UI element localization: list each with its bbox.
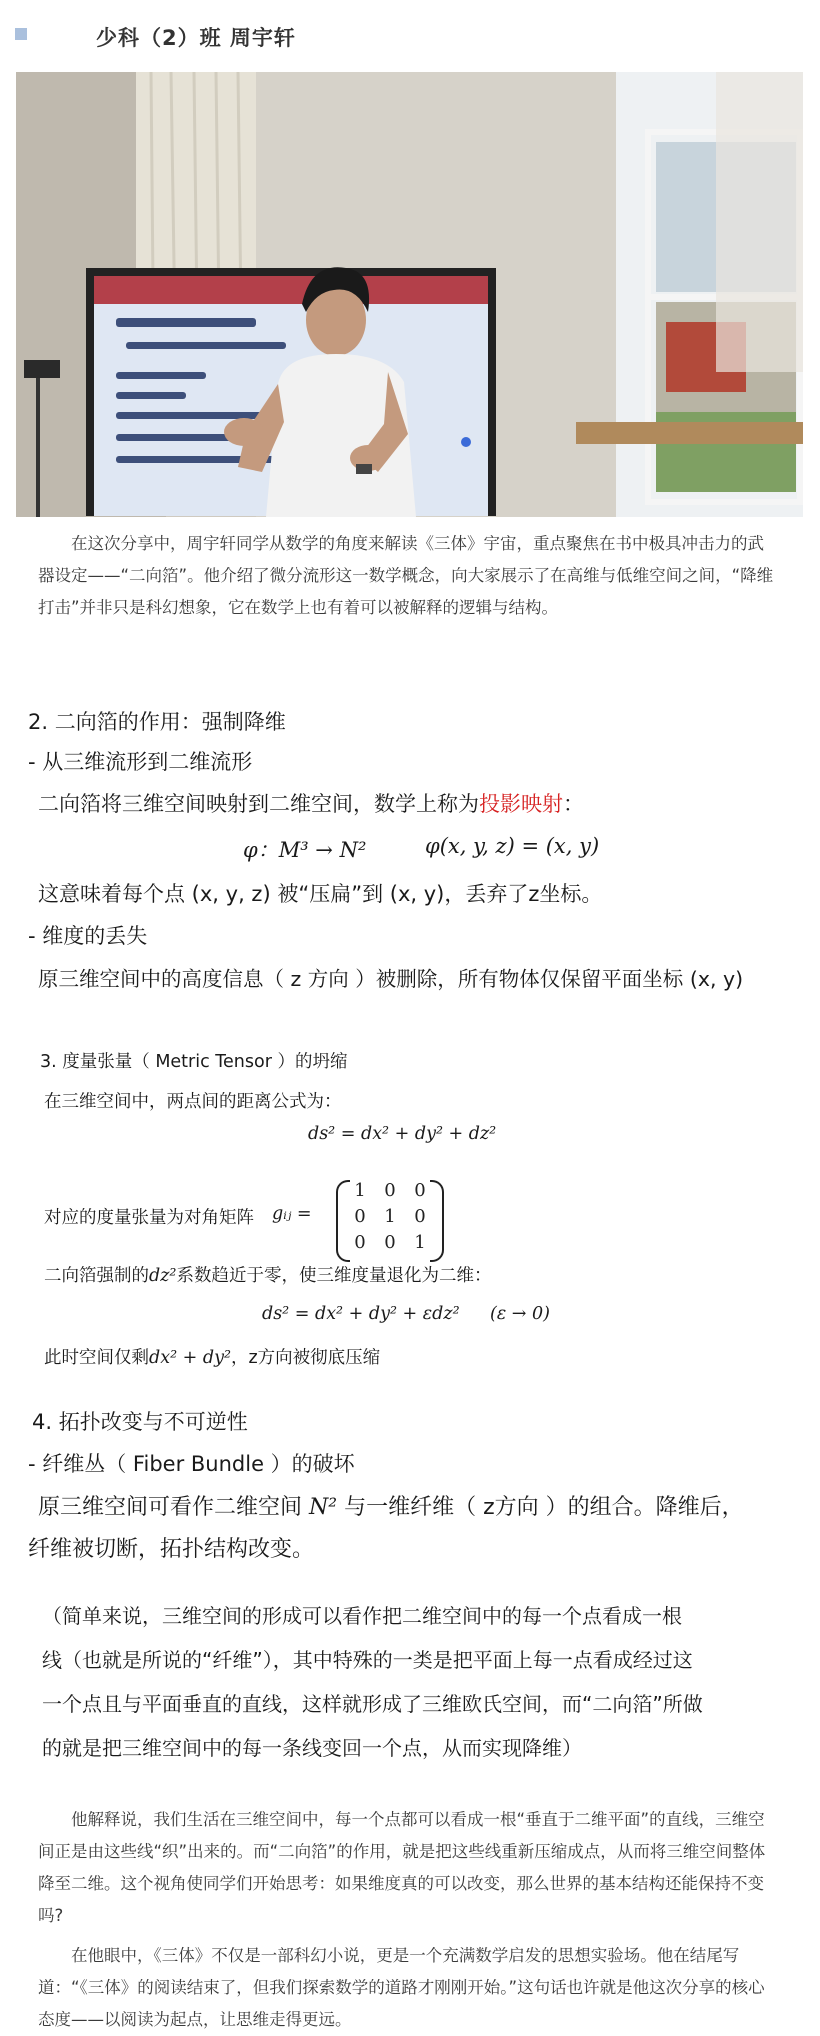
distance-formula: ds² = dx² + dy² + dz²	[308, 1124, 497, 1144]
section3-line4-pre: 此时空间仅剩	[44, 1348, 149, 1368]
matrix-right-bracket	[430, 1180, 444, 1262]
classroom-photo	[16, 72, 803, 517]
projection-term: 投影映射	[479, 792, 563, 816]
dz2-term: dz²	[149, 1266, 177, 1286]
section4-line1	[38, 1490, 744, 1521]
section2-line3: 原三维空间中的高度信息（ z 方向 ）被删除，所有物体仅保留平面坐标 (x, y)	[38, 967, 744, 991]
projection-formula-a: φ：M³ → N²	[243, 838, 367, 862]
n2-term: N²	[309, 1495, 338, 1520]
matrix-cell: 0	[354, 1206, 366, 1227]
page-title: 少科（2）班 周宇轩	[96, 26, 296, 50]
section4-heading: 4. 拓扑改变与不可逆性	[32, 1410, 248, 1434]
section3-heading: 3. 度量张量（ Metric Tensor ）的坍缩	[40, 1052, 348, 1072]
header	[0, 0, 820, 72]
section3-line3-pre: 二向箔强制的	[44, 1266, 149, 1286]
section3-line1: 在三维空间中，两点间的距离公式为：	[44, 1092, 342, 1112]
outro-paragraph-2: 在他眼中，《三体》不仅是一部科幻小说，更是一个充满数学启发的思想实验场。他在结尾写道：“《三体》的阅读结束了，但我们探索数学的道路才刚刚开始。”这句话也许就是他这次分享的核心态度——以阅读为起点，让思维走得更远。	[38, 1946, 765, 2029]
epsilon-limit: (ε → 0)	[490, 1304, 550, 1324]
outro-paragraph-1: 他解释说，我们生活在三维空间中，每一个点都可以看成一根“垂直于二维平面”的直线，三维空间正是由这些线“织”出来的。而“二向箔”的作用，就是把这些线重新压缩成点，从而将三维空间整体降至二维。这个视角使同学们开始思考：如果维度真的可以改变，那么世界的基本结构还能保持不变吗?	[38, 1810, 766, 1925]
matrix-cell: 0	[414, 1206, 426, 1227]
projection-formula-b: φ(x, y, z) = (x, y)	[425, 834, 600, 858]
remaining-metric: dx² + dy²	[149, 1348, 231, 1368]
section2-sub2: - 维度的丢失	[28, 924, 148, 948]
section4-sub1: - 纤维丛（ Fiber Bundle ）的破坏	[28, 1452, 355, 1476]
section2-line1	[38, 788, 584, 818]
note-line-4: 的就是把三维空间中的每一条线变回一个点，从而实现降维）	[42, 1736, 582, 1760]
section2-heading: 2. 二向箔的作用：强制降维	[28, 710, 286, 734]
note-line-2: 线（也就是所说的“纤维”），其中特殊的一类是把平面上每一点看成经过这	[42, 1648, 693, 1672]
section3-line4	[44, 1344, 380, 1369]
matrix-cell: 1	[414, 1232, 426, 1253]
identity-matrix	[336, 1180, 444, 1258]
section4-line1-post: 与一维纤维（ z方向 ）的组合。降维后，	[344, 1495, 744, 1520]
matrix-cell: 0	[384, 1232, 396, 1253]
matrix-cell: 0	[414, 1180, 426, 1201]
section3-line4-post: ，z方向被彻底压缩	[230, 1348, 381, 1368]
section3-line2: 对应的度量张量为对角矩阵	[44, 1208, 254, 1228]
matrix-cell: 1	[354, 1180, 366, 1201]
matrix-left-bracket	[336, 1180, 350, 1262]
section2-line1-pre: 二向箔将三维空间映射到二维空间，数学上称为	[38, 792, 479, 816]
matrix-cell: 1	[384, 1206, 396, 1227]
section2-line2: 这意味着每个点 (x, y, z) 被“压扁”到 (x, y)，丢弃了z坐标。	[38, 882, 603, 906]
note-line-3: 一个点且与平面垂直的直线，这样就形成了三维欧氏空间，而“二向箔”所做	[42, 1692, 703, 1716]
section4-line1-pre: 原三维空间可看作二维空间	[38, 1495, 303, 1520]
title-marker	[15, 28, 27, 40]
degenerate-metric-formula: ds² = dx² + dy² + εdz²	[262, 1304, 460, 1324]
section2-sub1: - 从三维流形到二维流形	[28, 750, 253, 774]
matrix-cell: 0	[384, 1180, 396, 1201]
note-line-1: （简单来说，三维空间的形成可以看作把二维空间中的每一个点看成一根	[42, 1604, 682, 1628]
section2-line1-post: ：	[563, 792, 584, 816]
section3-line3	[44, 1262, 491, 1287]
section4-line2: 纤维被切断，拓扑结构改变。	[28, 1537, 315, 1562]
section3-line3-post: 系数趋近于零，使三维度量退化为二维：	[176, 1266, 492, 1286]
intro-paragraph: 在这次分享中，周宇轩同学从数学的角度来解读《三体》宇宙，重点聚焦在书中极具冲击力的武器设定——“二向箔”。他介绍了微分流形这一数学概念，向大家展示了在高维与低维空间之间，“降维打击”并非只是科幻想象，它在数学上也有着可以被解释的逻辑与结构。	[38, 534, 774, 617]
metric-tensor-symbol: gᵢⱼ =	[272, 1204, 312, 1224]
matrix-cell: 0	[354, 1232, 366, 1253]
